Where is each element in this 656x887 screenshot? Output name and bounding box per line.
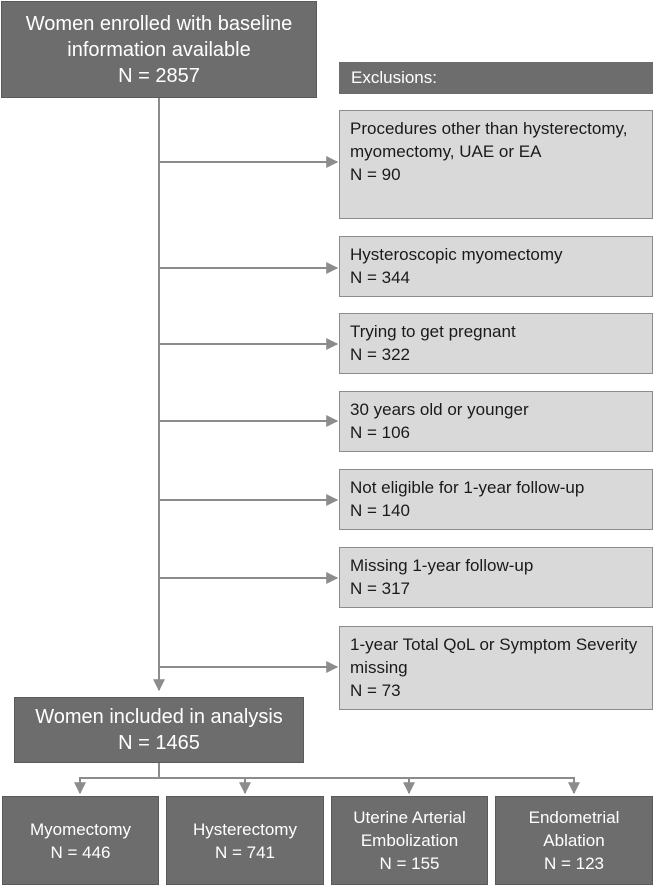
group-count: N = 446	[50, 842, 111, 862]
enrolled-count: N = 2857	[118, 64, 200, 87]
group-count: N = 741	[214, 842, 275, 862]
exclusion-count: N = 106	[350, 423, 411, 442]
group-box-hysterectomy	[166, 796, 324, 885]
exclusion-label: 30 years old or younger	[350, 400, 529, 419]
exclusion-box-hysteroscopic	[339, 236, 653, 297]
exclusion-box-age	[339, 391, 653, 452]
exclusion-label: Trying to get pregnant	[350, 322, 516, 341]
group-box-myomectomy	[2, 796, 159, 885]
group-label-line-2: Embolization	[360, 831, 459, 850]
included-box	[14, 697, 304, 763]
exclusion-count: N = 322	[350, 345, 411, 364]
exclusion-label: Missing 1-year follow-up	[350, 556, 534, 575]
group-label: Hysterectomy	[193, 819, 297, 839]
group-label-line-2: Ablation	[543, 831, 605, 850]
exclusion-label: Procedures other than hysterectomy, myomectomy, UAE or EA	[350, 119, 628, 161]
exclusion-box-qol-missing	[339, 626, 653, 710]
group-label: Myomectomy	[29, 819, 132, 839]
exclusion-box-not-eligible	[339, 469, 653, 530]
exclusion-box-pregnancy	[339, 313, 653, 374]
group-box-uae	[331, 796, 488, 885]
exclusion-count: N = 344	[350, 268, 411, 287]
exclusion-count: N = 90	[350, 165, 401, 184]
group-count: N = 155	[379, 854, 440, 873]
exclusions-header-label: Exclusions:	[351, 68, 437, 87]
group-count: N = 123	[543, 854, 604, 873]
exclusion-box-missing-followup	[339, 547, 653, 608]
exclusion-label: 1-year Total QoL or Symptom Severity missing	[350, 635, 638, 677]
enrolled-line-1: Women enrolled with baseline	[25, 12, 293, 35]
included-label: Women included in analysis	[35, 706, 283, 728]
group-label-line-1: Endometrial	[528, 808, 620, 827]
group-label-line-1: Uterine Arterial	[353, 808, 466, 827]
exclusion-count: N = 73	[350, 681, 401, 700]
group-box-ablation	[495, 796, 653, 885]
exclusion-label: Not eligible for 1-year follow-up	[350, 478, 585, 497]
exclusion-count: N = 140	[350, 501, 411, 520]
exclusions-header	[339, 62, 653, 94]
enrolled-line-2: information available	[67, 38, 251, 61]
exclusion-box-other-procedures	[339, 110, 653, 219]
included-count: N = 1465	[118, 732, 200, 754]
enrolled-box	[1, 1, 317, 98]
exclusion-label: Hysteroscopic myomectomy	[350, 245, 563, 264]
exclusion-count: N = 317	[350, 579, 411, 598]
